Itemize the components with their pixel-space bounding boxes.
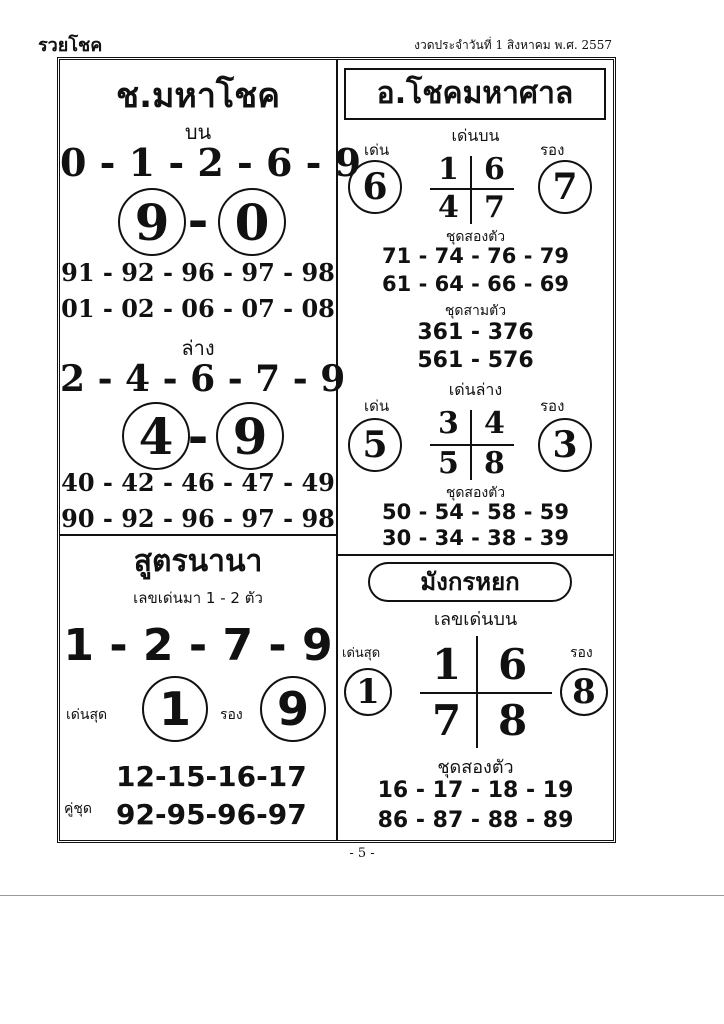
bottom-label: ล่าง bbox=[181, 336, 215, 360]
dragon-right-label: รอง bbox=[570, 645, 593, 661]
top-pair-a: 9 bbox=[134, 192, 170, 252]
bottom-pair-a: 4 bbox=[138, 406, 174, 466]
three-row-1: 361 - 376 bbox=[417, 320, 534, 345]
top-left-label: เด่น bbox=[364, 141, 390, 159]
top-grid-cell: 1 bbox=[438, 152, 459, 187]
dragon-row-1: 16 - 17 - 18 - 19 bbox=[377, 778, 574, 803]
dragon-left-value: 1 bbox=[356, 672, 380, 712]
runner-label: รอง bbox=[220, 707, 243, 723]
bottom-pair-circle-b bbox=[216, 402, 284, 470]
bottom-grid-cell: 8 bbox=[484, 446, 505, 481]
top-row-1: 91 - 92 - 96 - 97 - 98 bbox=[61, 258, 335, 287]
left-title: ช.มหาโชค bbox=[116, 76, 280, 116]
top-right-circle bbox=[538, 160, 592, 214]
pairs-row-1: 12-15-16-17 bbox=[116, 760, 307, 793]
top-left-circle bbox=[348, 160, 402, 214]
dragon-title: มังกรหยก bbox=[368, 562, 572, 602]
formula-subtitle: เลขเด่นมา 1 - 2 ตัว bbox=[133, 589, 263, 607]
top-pair-circle-b bbox=[218, 188, 286, 256]
dragon-right-circle bbox=[560, 668, 608, 716]
dragon-left-label: เด่นสุด bbox=[342, 646, 381, 661]
top-row-2: 01 - 02 - 06 - 07 - 08 bbox=[61, 294, 335, 323]
top-grid-cell: 4 bbox=[438, 190, 459, 225]
dragon-subtitle: เลขเด่นบน bbox=[433, 609, 518, 630]
right-divider bbox=[338, 554, 613, 556]
right-title: อ.โชคมหาศาล bbox=[344, 68, 606, 120]
top-left-value: 6 bbox=[362, 166, 388, 208]
pairs-row-2: 92-95-96-97 bbox=[116, 798, 307, 831]
bottom-right-circle bbox=[538, 418, 592, 472]
page-bottom-edge bbox=[0, 895, 724, 896]
bottom-left-circle bbox=[348, 418, 402, 472]
top-grid-cell: 6 bbox=[484, 152, 505, 187]
left-column bbox=[60, 60, 362, 840]
dragon-grid-cell: 8 bbox=[498, 696, 528, 745]
dragon-grid-cell: 7 bbox=[432, 696, 462, 745]
bottom-digits: 2 - 4 - 6 - 7 - 9 bbox=[60, 358, 346, 400]
top-digits: 0 - 1 - 2 - 6 - 9 bbox=[60, 140, 362, 185]
top-label: บน bbox=[184, 120, 212, 144]
runner-circle bbox=[260, 676, 326, 742]
lottery-sheet bbox=[57, 57, 616, 843]
two-row-1: 71 - 74 - 76 - 79 bbox=[382, 244, 569, 268]
pairs-label: คู่ชุด bbox=[64, 801, 92, 817]
three-label: ชุดสามตัว bbox=[444, 303, 507, 319]
right-column bbox=[338, 60, 613, 840]
bottom-two-row-1: 50 - 54 - 58 - 59 bbox=[382, 500, 569, 524]
top-pair-dash: - bbox=[187, 190, 209, 249]
bottom-grid-cell: 3 bbox=[438, 406, 459, 441]
runner-value: 9 bbox=[276, 682, 309, 736]
bottom-center-label: เด่นล่าง bbox=[448, 380, 503, 399]
top-right-label: รอง bbox=[540, 141, 565, 159]
page-number: - 5 - bbox=[349, 846, 375, 861]
bottom-right-label: รอง bbox=[540, 397, 565, 415]
dragon-two-label: ชุดสองตัว bbox=[437, 757, 514, 778]
dragon-grid-cell: 1 bbox=[432, 640, 462, 689]
formula-digits: 1 - 2 - 7 - 9 bbox=[63, 620, 333, 671]
bottom-left-label: เด่น bbox=[364, 397, 390, 415]
header-left-title: รวยโชค bbox=[38, 35, 103, 56]
bottom-two-row-2: 30 - 34 - 38 - 39 bbox=[382, 526, 569, 550]
top-grid-vline bbox=[470, 156, 472, 224]
bottom-grid-cell: 4 bbox=[484, 406, 505, 441]
standout-circle bbox=[142, 676, 208, 742]
standout-value: 1 bbox=[158, 682, 191, 736]
formula-title: สูตรนานา bbox=[133, 544, 263, 579]
dragon-row-2: 86 - 87 - 88 - 89 bbox=[377, 808, 574, 833]
bottom-pair-dash: - bbox=[187, 406, 209, 465]
dragon-grid-cell: 6 bbox=[498, 640, 528, 689]
standout-label: เด่นสุด bbox=[66, 707, 108, 723]
top-center-label: เด่นบน bbox=[451, 126, 500, 145]
bottom-two-label: ชุดสองตัว bbox=[445, 485, 506, 501]
three-row-2: 561 - 576 bbox=[417, 348, 534, 373]
left-divider bbox=[60, 534, 336, 536]
header-issue-date: งวดประจำวันที่ 1 สิงหาคม พ.ศ. 2557 bbox=[414, 38, 612, 52]
bottom-grid-cell: 5 bbox=[438, 446, 459, 481]
dragon-grid-hline bbox=[420, 692, 552, 694]
dragon-left-circle bbox=[344, 668, 392, 716]
top-grid-cell: 7 bbox=[484, 190, 505, 225]
bottom-row-1: 40 - 42 - 46 - 47 - 49 bbox=[61, 468, 335, 497]
two-row-2: 61 - 64 - 66 - 69 bbox=[382, 272, 569, 296]
two-label: ชุดสองตัว bbox=[445, 229, 506, 245]
bottom-left-value: 5 bbox=[362, 424, 388, 466]
bottom-row-2: 90 - 92 - 96 - 97 - 98 bbox=[61, 504, 335, 533]
bottom-pair-b: 9 bbox=[232, 406, 268, 466]
top-pair-b: 0 bbox=[234, 192, 270, 252]
dragon-right-value: 8 bbox=[572, 672, 596, 712]
top-right-value: 7 bbox=[552, 166, 578, 208]
bottom-right-value: 3 bbox=[552, 424, 578, 466]
